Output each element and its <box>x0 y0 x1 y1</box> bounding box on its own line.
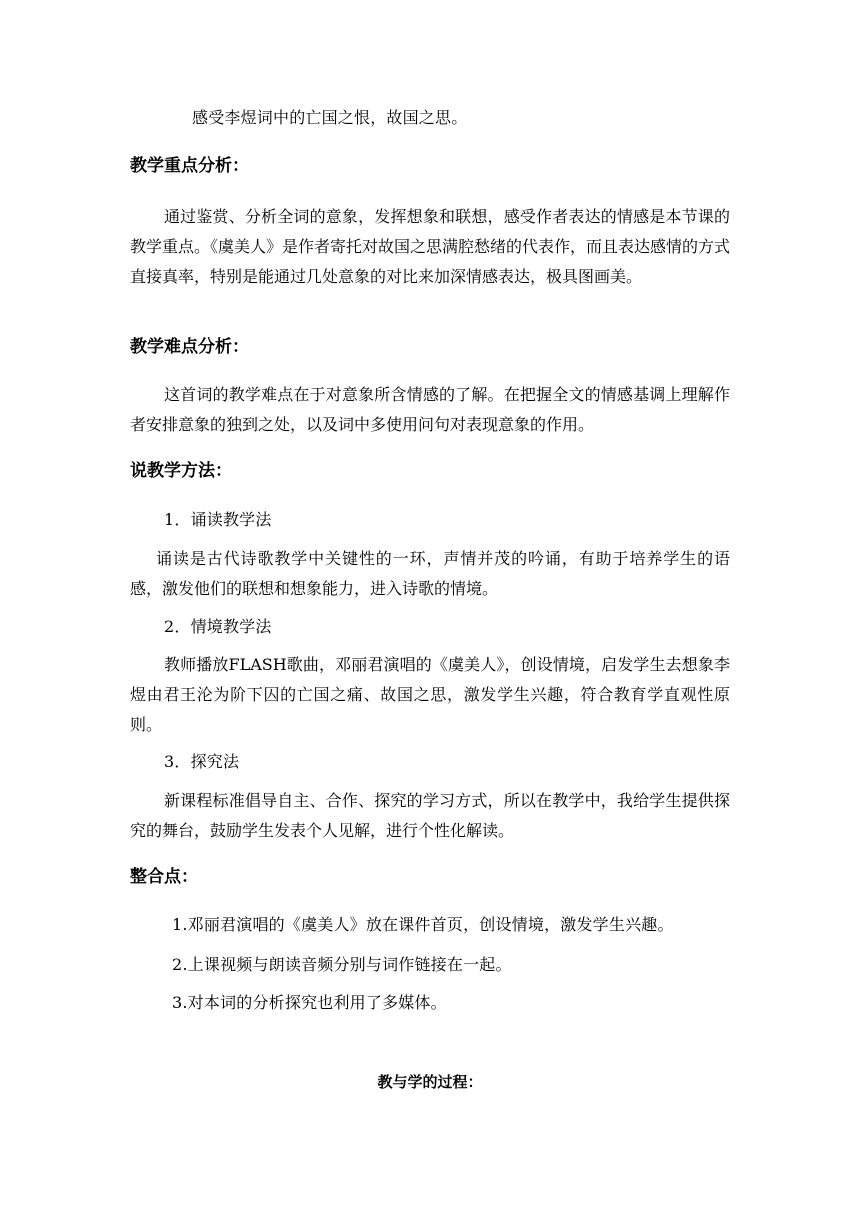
method-3-title: 3．探究法 <box>164 752 240 771</box>
difficulties-body: 这首词的教学难点在于对意象所含情感的了解。在把握全文的情感基调上理解作者安排意象的独到之处，以及词中多使用问句对表现意象的作用。 <box>130 385 730 434</box>
process-heading: 教与学的过程： <box>377 1073 483 1091</box>
integration-item-1: 1.邓丽君演唱的《虞美人》放在课件首页，创设情境，激发学生兴趣。 <box>172 915 674 934</box>
integration-item-2: 2.上课视频与朗读音频分别与词作链接在一起。 <box>172 955 512 974</box>
key-points-body: 通过鉴赏、分析全词的意象，发挥想象和联想，感受作者表达的情感是本节课的教学重点。《虞美人》是作者寄托对故国之思满腔愁绪的代表作，而且表达感情的方式直接真率，特别是能通过几处意象的对比来加深情感表达，极具图画美。 <box>130 207 731 286</box>
intro-line: 感受李煜词中的亡国之恨，故国之思。 <box>192 108 468 127</box>
methods-heading: 说教学方法： <box>130 461 232 481</box>
integration-item-3: 3.对本词的分析探究也利用了多媒体。 <box>172 993 447 1012</box>
method-1-title: 1．诵读教学法 <box>164 510 272 529</box>
integration-heading: 整合点： <box>130 867 198 887</box>
key-points-heading: 教学重点分析： <box>130 156 249 176</box>
difficulties-heading: 教学难点分析： <box>130 337 249 357</box>
method-1-body: 诵读是古代诗歌教学中关键性的一环，声情并茂的吟诵，有助于培养学生的语感，激发他们的联想和想象能力，进入诗歌的情境。 <box>130 549 730 598</box>
method-2-body: 教师播放FLASH歌曲，邓丽君演唱的《虞美人》，创设情境，启发学生去想象李煜由君王沦为阶下囚的亡国之痛、故国之思，激发学生兴趣，符合教育学直观性原则。 <box>130 655 730 734</box>
method-2-title: 2．情境教学法 <box>164 617 272 636</box>
method-3-body: 新课程标准倡导自主、合作、探究的学习方式，所以在教学中，我给学生提供探究的舞台，鼓励学生发表个人见解，进行个性化解读。 <box>130 791 730 840</box>
